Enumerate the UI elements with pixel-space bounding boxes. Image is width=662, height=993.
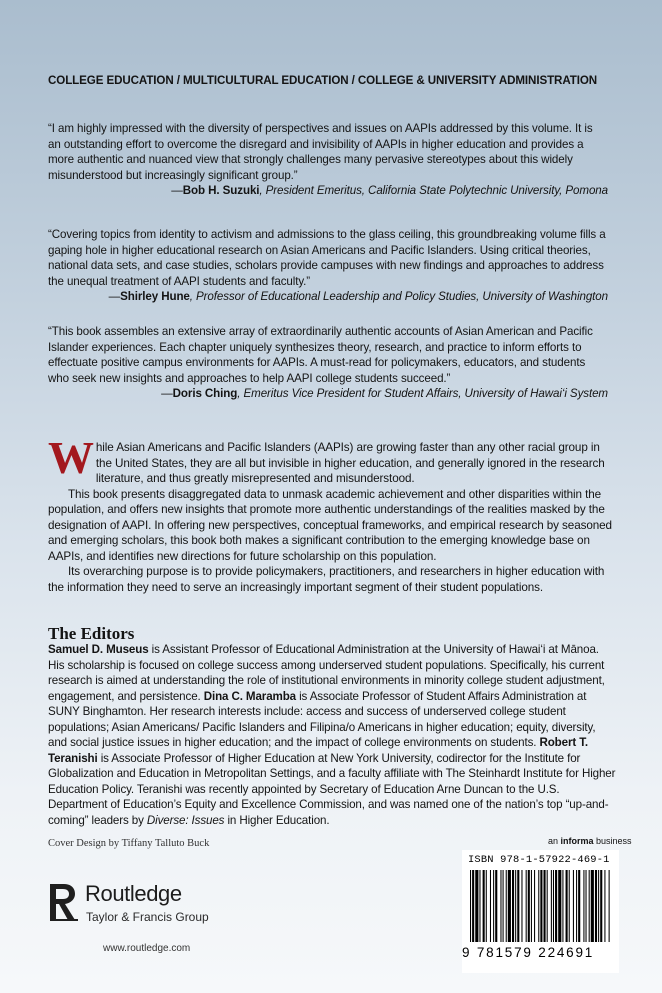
quote-attribution xyxy=(48,289,608,305)
quote-hune xyxy=(48,227,608,305)
barcode-digits: 9 781579 224691 xyxy=(462,945,595,960)
category-line: COLLEGE EDUCATION / MULTICULTURAL EDUCATION / COLLEGE & UNIVERSITY ADMINISTRATION xyxy=(48,74,598,87)
quote-author-title: , Emeritus Vice President for Student Affairs, University of Hawai‘i System xyxy=(237,387,608,401)
quote-suzuki xyxy=(48,121,608,199)
quote-author: Shirley Hune xyxy=(120,290,190,304)
publisher-url: www.routledge.com xyxy=(103,943,191,954)
routledge-r-icon xyxy=(48,882,78,922)
quote-attribution xyxy=(48,183,608,199)
quote-author-title: , President Emeritus, California State Polytechnic University, Pomona xyxy=(259,184,608,198)
quote-text: “This book assembles an extensive array of extraordinarily authentic accounts of Asian American and Pacific Islander experiences. Each chapter uniquely synthesizes theory, research, and practice to inform efforts to effectuate positive campus environments for AAPIs. A must-read for policymakers, educators, and students who seek new insights and approaches to help AAPI college students succeed.” xyxy=(48,325,593,385)
description-paragraph-1 xyxy=(48,432,614,487)
quote-text: “Covering topics from identity to activism and admissions to the glass ceiling, this groundbreaking volume fills a gaping hole in higher educational research on Asian Americans and Pacific Islanders. Using critical theories, national data sets, and case studies, scholars provide campuses with new findings and approaches to address the unequal treatment of AAPI students and faculty.” xyxy=(48,228,606,288)
editors-bio xyxy=(48,642,616,828)
isbn-barcode xyxy=(462,850,619,973)
editor-name: Robert T. Teranishi xyxy=(48,736,588,765)
editor-bio: in Higher Education. xyxy=(224,813,330,827)
dash: — xyxy=(108,290,121,304)
informa-business xyxy=(548,836,632,846)
description-paragraph-2: This book presents disaggregated data to unmask academic achievement and other disparities within the population, and offers new insights that promote more authentic understandings of the realities masked by the designation of AAPI. In offering new perspectives, conceptual frameworks, and empirical research by seasoned and emerging scholars, this book both makes a significant contribution to the emerging knowledge base on AAPIs, and identifies new directions for future scholarship on this population. xyxy=(48,487,612,563)
dash: — xyxy=(171,184,183,198)
informa-name: informa xyxy=(560,836,594,846)
dash: — xyxy=(161,387,173,401)
publisher-group: Taylor & Francis Group xyxy=(86,910,209,924)
isbn-label: ISBN 978-1-57922-469-1 xyxy=(468,854,610,866)
informa-suffix: business xyxy=(593,836,632,846)
description-paragraph-3: Its overarching purpose is to provide policymakers, practitioners, and researchers in higher education with the information they need to serve an increasingly important segment of their student populations. xyxy=(48,565,605,594)
publisher-name: Routledge xyxy=(85,881,182,906)
book-description xyxy=(48,432,614,595)
quote-text: “I am highly impressed with the diversity of perspectives and issues on AAPIs addressed by this volume. It is an outstanding effort to overcome the disregard and invisibility of AAPIs in higher education and provides a more authentic and nuanced view that strongly challenges many pervasive stereotypes about this widely misunderstood but increasingly significant group.” xyxy=(48,122,593,182)
quote-author-title: , Professor of Educational Leadership and Policy Studies, University of Washington xyxy=(189,290,608,304)
publication-title: Diverse: Issues xyxy=(146,813,225,827)
quote-ching xyxy=(48,324,608,402)
editor-bio: is Assistant Professor of Educational Administration at the University of Hawai‘i at Mānoa. His scholarship is focused on college success among underserved student populations. Specifically, his current research is aimed at understanding the role of institutional environments in minority college student adjustment, engagement, and persistence. xyxy=(48,643,605,703)
quote-attribution xyxy=(48,386,608,402)
paragraph-text: hile Asian Americans and Pacific Islanders (AAPIs) are growing faster than any other racial group in the United States, they are all but invisible in higher education, and generally ignored in the research literature, and thus greatly misrepresented and misunderstood. xyxy=(95,441,605,485)
quote-author: Doris Ching xyxy=(172,387,238,401)
editors-heading: The Editors xyxy=(48,624,135,643)
editor-name: Dina C. Maramba xyxy=(203,689,296,703)
barcode-icon xyxy=(470,870,612,946)
editor-name: Samuel D. Museus xyxy=(48,643,149,656)
quote-author: Bob H. Suzuki xyxy=(182,184,260,198)
informa-prefix: an xyxy=(548,836,561,846)
editor-bio: is Associate Professor of Higher Education at New York University, codirector for the Institute for Globalization and Education in Metropolitan Settings, and a faculty affiliate with The Steinhardt Institute for Higher Education Policy. Teranishi was recently appointed by Secretary of Education Arne Duncan to the U.S. Department of Education’s Equity and Excellence Commission, and was named one of the nation’s top “up-and-coming” leaders by xyxy=(48,751,616,827)
cover-design-credit: Cover Design by Tiffany Talluto Buck xyxy=(48,838,210,849)
drop-cap: W xyxy=(48,432,94,483)
editor-bio: is Associate Professor of Student Affairs Administration at SUNY Binghamton. Her research interests include: access and success of underserved college student populations; Asian Americans/ Pacific Islanders and Filipina/o Americans in higher education; equity, diversity, and social justice issues in higher education; and the impact of college environments on students. xyxy=(48,689,596,749)
publisher-logo xyxy=(48,877,258,967)
